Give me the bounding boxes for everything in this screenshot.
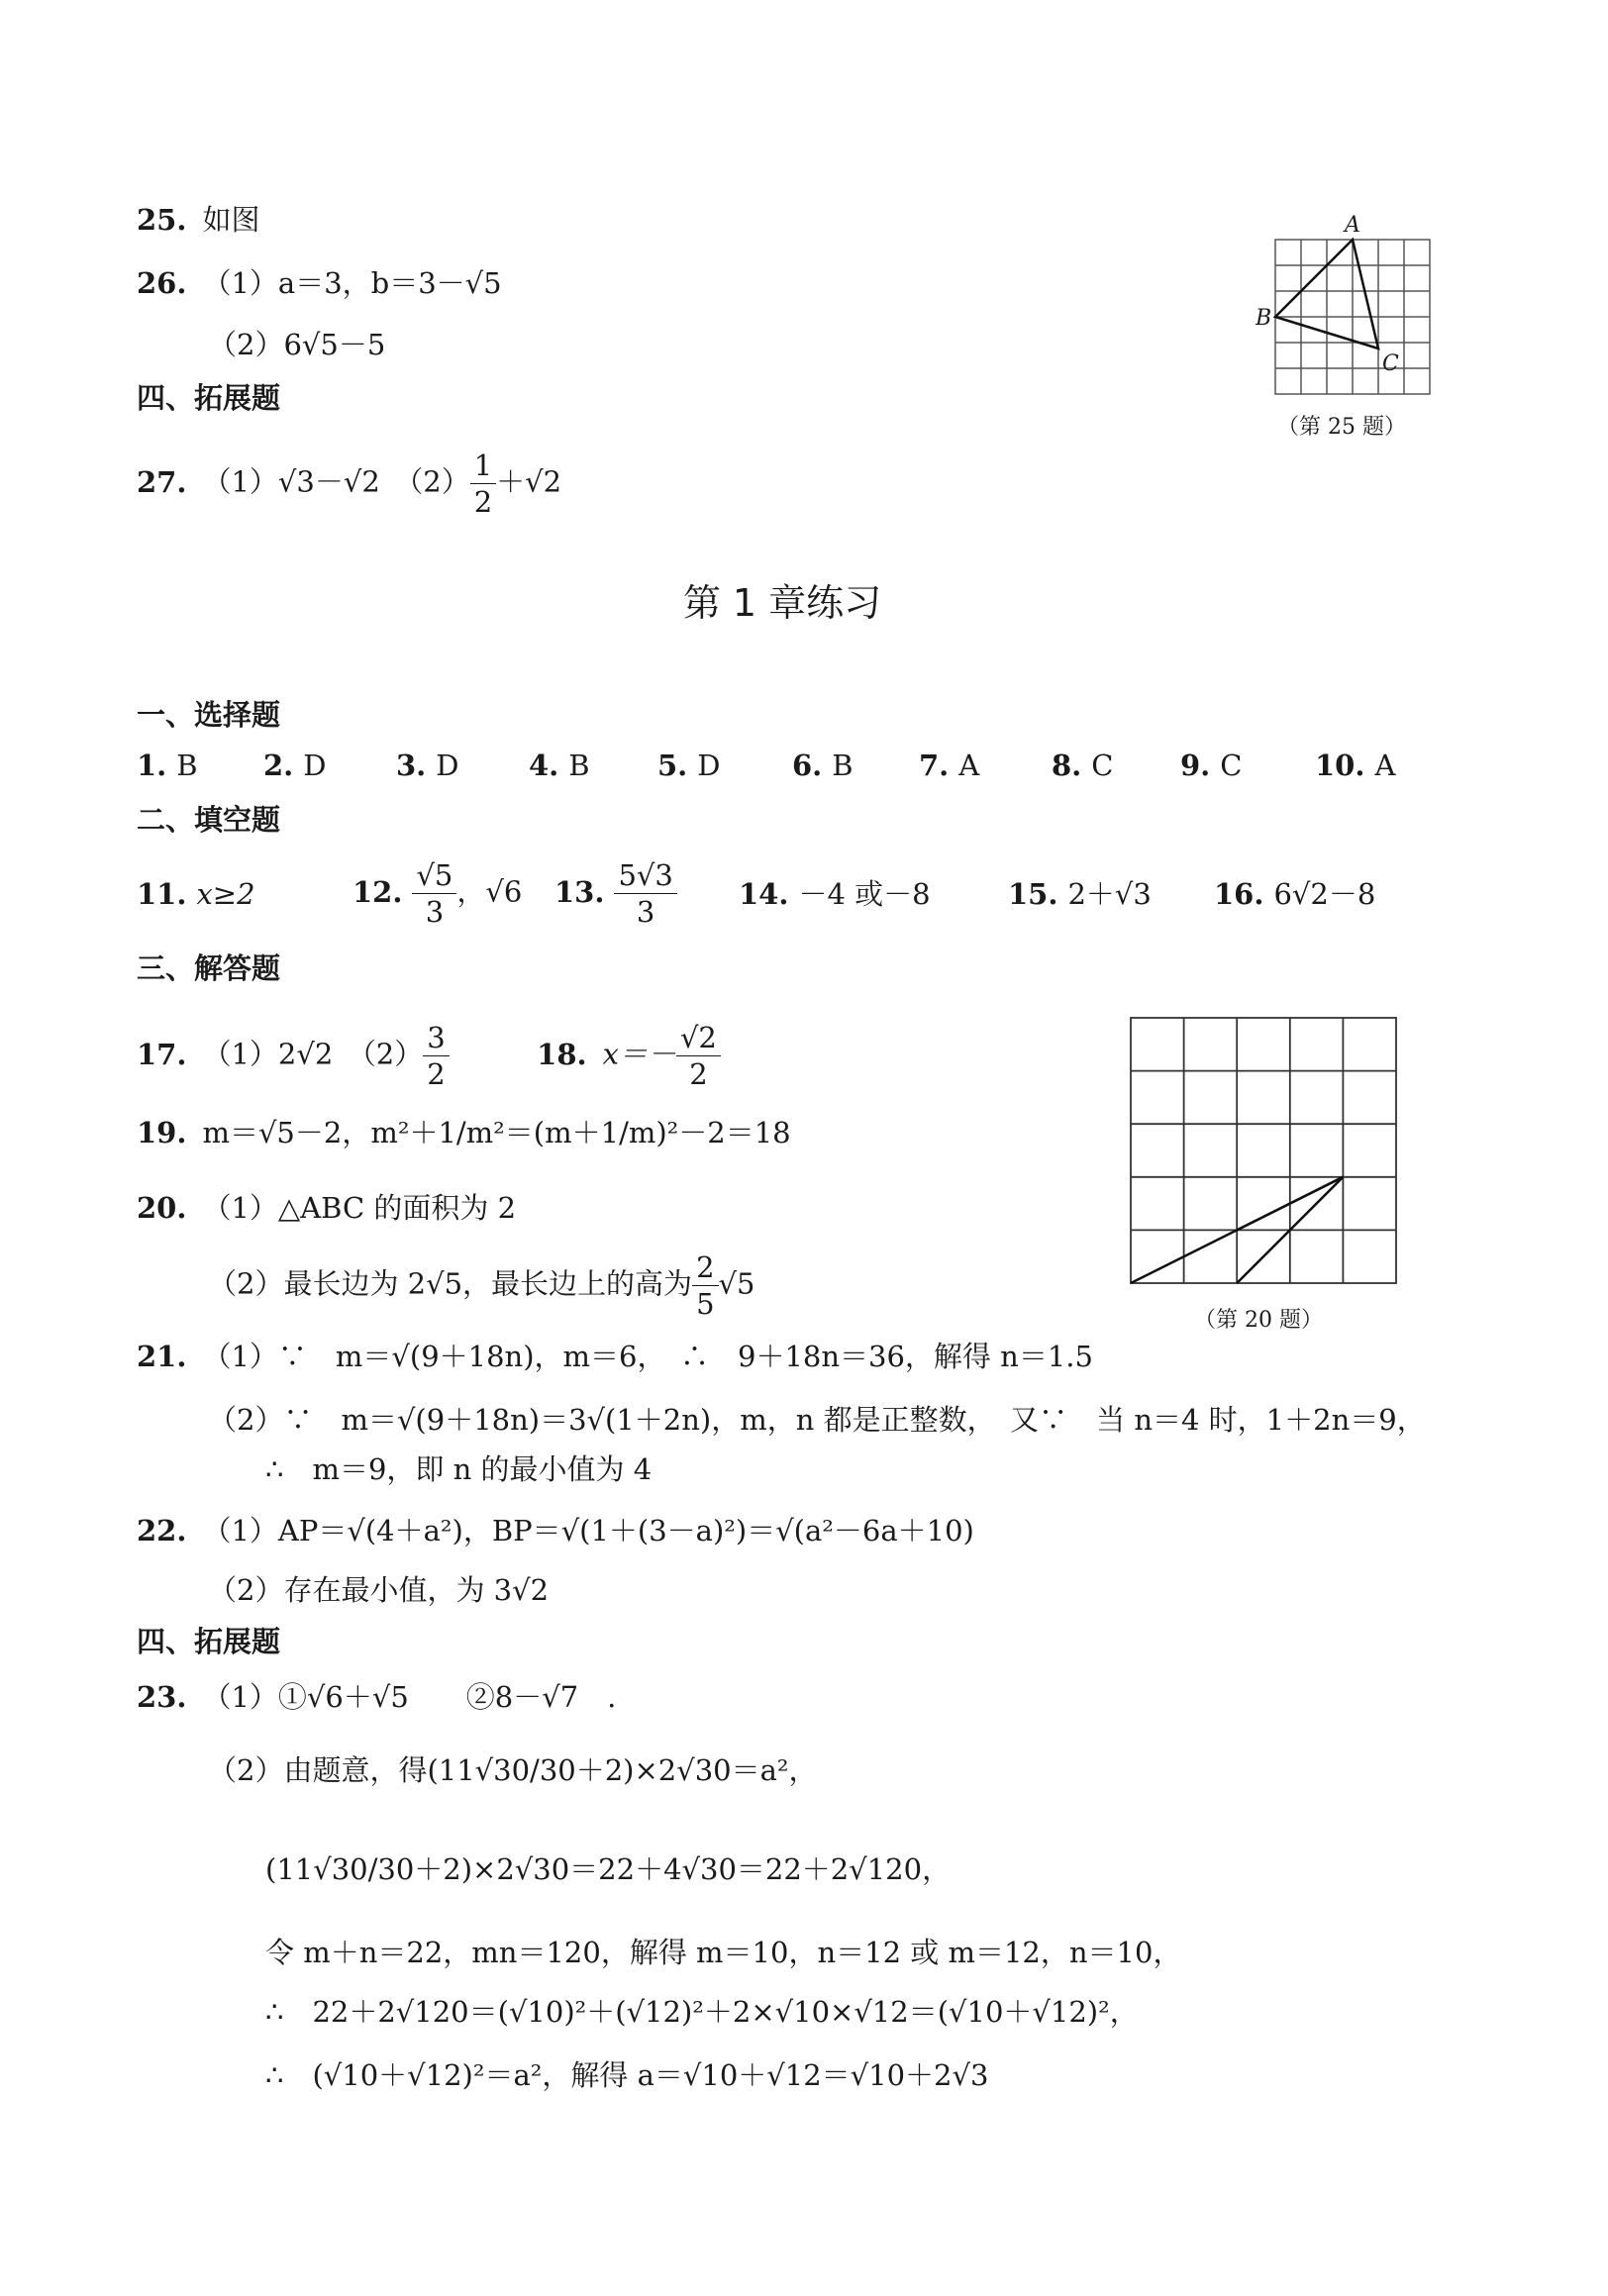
q20a-line xyxy=(137,1190,516,1226)
q20-number: 20. xyxy=(137,1191,187,1225)
q17-fraction: $\frac{3}{2}$ xyxy=(423,1020,449,1092)
q21a-line xyxy=(137,1339,1093,1374)
choice-item: 3. D xyxy=(396,749,459,782)
q23a-line xyxy=(137,1679,616,1715)
fill-item-13: 13. $\frac{5√3}{3}$ xyxy=(554,857,739,930)
q23b-answer: （2）由题意，得(11√30/30＋2)×2√30＝a²， xyxy=(208,1753,818,1787)
fill-answers xyxy=(137,857,1375,930)
choice-item: 6. B xyxy=(792,749,854,782)
choice-item: 2. D xyxy=(263,749,327,782)
q23b-line xyxy=(208,1752,818,1788)
q21a-answer: （1）∵ m＝√(9＋18n)，m＝6， ∴ 9＋18n＝36，解得 n＝1.5 xyxy=(202,1340,1093,1373)
choice-item: 7. A xyxy=(919,749,980,782)
q22b-line xyxy=(208,1572,549,1608)
q20b-fraction: $\frac{2}{5}$ xyxy=(692,1249,718,1322)
q23e-answer: ∴ 22＋2√120＝(√10)²＋(√12)²＋2×√10×√12＝(√10＋√12)²， xyxy=(265,1995,1139,2029)
choice-item: 5. D xyxy=(657,749,721,782)
q27-fraction xyxy=(470,448,496,520)
choice-answers xyxy=(137,749,1395,782)
q26-number: 26. xyxy=(137,266,187,300)
q25-answer: 如图 xyxy=(202,203,260,237)
choice-item: 1. B xyxy=(137,749,198,782)
q22-number: 22. xyxy=(137,1514,187,1547)
q17-answer: （1）2√2 （2） xyxy=(202,1037,424,1071)
label-b: B xyxy=(1256,306,1272,331)
q21c-answer: ∴ m＝9，即 n 的最小值为 4 xyxy=(265,1452,653,1486)
section-heading-choice: 一、选择题 xyxy=(137,698,281,732)
figure-20-caption: （第 20 题） xyxy=(1194,1308,1323,1333)
q25-number: 25. xyxy=(137,203,187,237)
label-a: A xyxy=(1345,213,1360,238)
q23d-line xyxy=(265,1935,1181,1970)
fill-item-12: 12. $\frac{√5}{3}$ ，√6 xyxy=(352,858,523,929)
q23c-line xyxy=(265,1851,951,1887)
choice-item: 4. B xyxy=(529,749,590,782)
section-heading-solve: 三、解答题 xyxy=(137,951,281,985)
q18-answer: x＝－ xyxy=(602,1037,676,1071)
q23-number: 23. xyxy=(137,1680,187,1714)
q27-answer: （1）√3－√2 （2） xyxy=(202,464,470,499)
q27-frac-denominator: 2 xyxy=(473,485,493,519)
choice-item: 9. C xyxy=(1180,749,1243,782)
q23d-answer: 令 m＋n＝22，mn＝120，解得 m＝10，n＝12 或 m＝12，n＝10， xyxy=(265,1936,1182,1969)
q19-answer: m＝√5－2，m²＋1/m²＝(m＋1/m)²－2＝18 xyxy=(202,1116,791,1149)
section-heading-extension-1: 四、拓展题 xyxy=(137,381,281,415)
fill-item-16: 16. 6√2－8 xyxy=(1214,876,1376,911)
q20b-tail: √5 xyxy=(718,1266,755,1301)
q19-line xyxy=(137,1115,791,1150)
q17-q18-line xyxy=(137,1020,721,1092)
q25-line xyxy=(137,202,259,238)
q21-number: 21. xyxy=(137,1340,187,1373)
q23f-answer: ∴ (√10＋√12)²＝a²，解得 a＝√10＋√12＝√10＋2√3 xyxy=(265,2058,989,2092)
section-heading-extension-2: 四、拓展题 xyxy=(137,1625,281,1658)
q22b-answer: （2）存在最小值，为 3√2 xyxy=(208,1573,550,1607)
q19-number: 19. xyxy=(137,1116,187,1149)
choice-item: 8. C xyxy=(1052,749,1114,782)
q26a-answer: （1）a＝3，b＝3－√5 xyxy=(202,266,502,300)
q26a-line xyxy=(137,265,502,301)
q21b-answer: （2）∵ m＝√(9＋18n)＝3√(1＋2n)，m，n 都是正整数， 又∵ 当 n＝4 时，1＋2n＝9， xyxy=(208,1403,1426,1437)
chapter-title: 第 1 章练习 xyxy=(682,581,882,625)
q21b-line xyxy=(208,1402,1426,1438)
q18-number: 18. xyxy=(537,1037,587,1071)
q27-number: 27. xyxy=(137,464,187,499)
fill-item-11: 11. x≥2 xyxy=(137,876,255,911)
q27-tail: ＋√2 xyxy=(496,464,562,499)
q23e-line xyxy=(265,1994,1139,2030)
q23c-answer: (11√30/30＋2)×2√30＝22＋4√30＝22＋2√120， xyxy=(265,1852,952,1886)
q22a-answer: （1）AP＝√(4＋a²)，BP＝√(1＋(3－a)²)＝√(a²－6a＋10) xyxy=(202,1514,974,1547)
q23f-line xyxy=(265,2057,988,2093)
q23a-answer: （1）①√6＋√5 ②8－√7 . xyxy=(202,1680,617,1714)
q18-fraction: $\frac{√2}{2}$ xyxy=(676,1020,721,1092)
section-heading-fill: 二、填空题 xyxy=(137,803,281,837)
figure-20-grid xyxy=(1129,1016,1408,1289)
q26b-line xyxy=(208,327,385,362)
choice-item: 10. A xyxy=(1315,749,1396,782)
q17-number: 17. xyxy=(137,1037,187,1071)
q27-frac-numerator: 1 xyxy=(470,448,496,484)
label-c: C xyxy=(1382,351,1399,376)
figure-25-grid xyxy=(1256,208,1454,406)
q26b-answer: （2）6√5－5 xyxy=(208,328,386,361)
q20a-answer: （1）△ABC 的面积为 2 xyxy=(202,1191,517,1225)
fill-item-14: 14. －4 或－8 xyxy=(739,876,931,911)
q20b-line xyxy=(208,1249,754,1322)
figure-25-caption: （第 25 题） xyxy=(1277,415,1406,440)
q27-line xyxy=(137,448,561,520)
q20b-answer: （2）最长边为 2√5，最长边上的高为 xyxy=(208,1266,693,1301)
q22a-line xyxy=(137,1513,974,1548)
q21c-line xyxy=(265,1451,652,1487)
fill-item-15: 15. 2＋√3 xyxy=(1008,876,1152,911)
